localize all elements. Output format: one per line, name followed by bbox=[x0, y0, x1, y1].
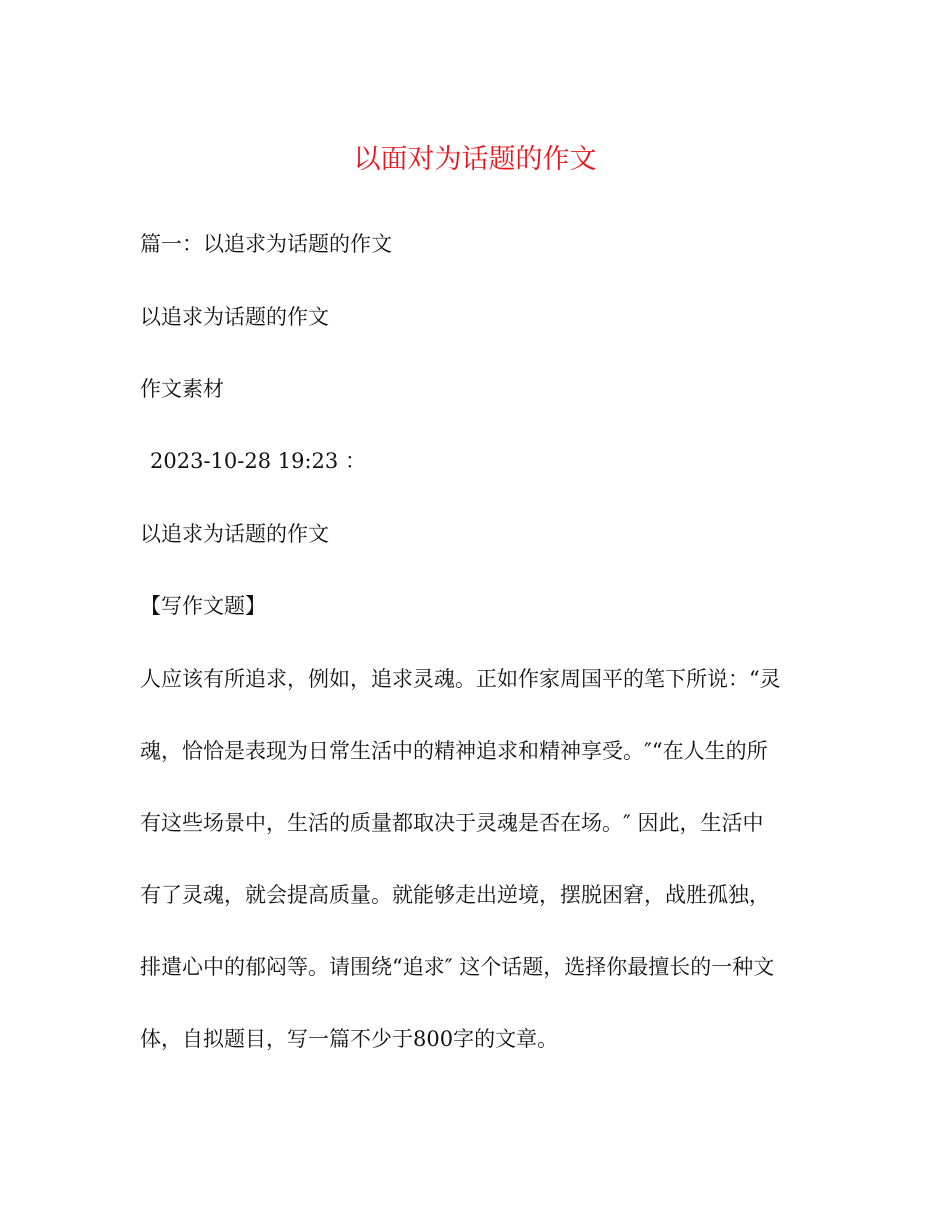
paragraph-line: 魂，恰恰是表现为日常生活中的精神追求和精神享受。″“在人生的所 bbox=[140, 739, 768, 763]
paragraph-line: 体，自拟题目，写一篇不少于800字的文章。 bbox=[140, 1027, 559, 1051]
paragraph-line: 排遣心中的郁闷等。请围绕“追求″ 这个话题，选择你最擅长的一种文 bbox=[140, 955, 775, 979]
section-heading: 篇一：以追求为话题的作文 bbox=[140, 232, 392, 256]
category-line: 作文素材 bbox=[140, 377, 224, 401]
subtitle-line: 以追求为话题的作文 bbox=[140, 305, 329, 329]
prompt-paragraph bbox=[140, 664, 820, 1096]
paragraph-line: 有了灵魂，就会提高质量。就能够走出逆境，摆脱困窘，战胜孤独， bbox=[140, 883, 770, 907]
prompt-heading: 【写作文题】 bbox=[140, 594, 266, 618]
paragraph-line: 有这些场景中，生活的质量都取决于灵魂是否在场。″ 因此，生活中 bbox=[140, 811, 764, 835]
paragraph-line: 人应该有所追求，例如，追求灵魂。正如作家周国平的笔下所说：“灵 bbox=[140, 667, 781, 691]
repeat-title-line: 以追求为话题的作文 bbox=[140, 522, 329, 546]
document-title: 以面对为话题的作文 bbox=[353, 144, 597, 175]
date-line: 2023-10-28 19:23 ： bbox=[150, 449, 366, 473]
